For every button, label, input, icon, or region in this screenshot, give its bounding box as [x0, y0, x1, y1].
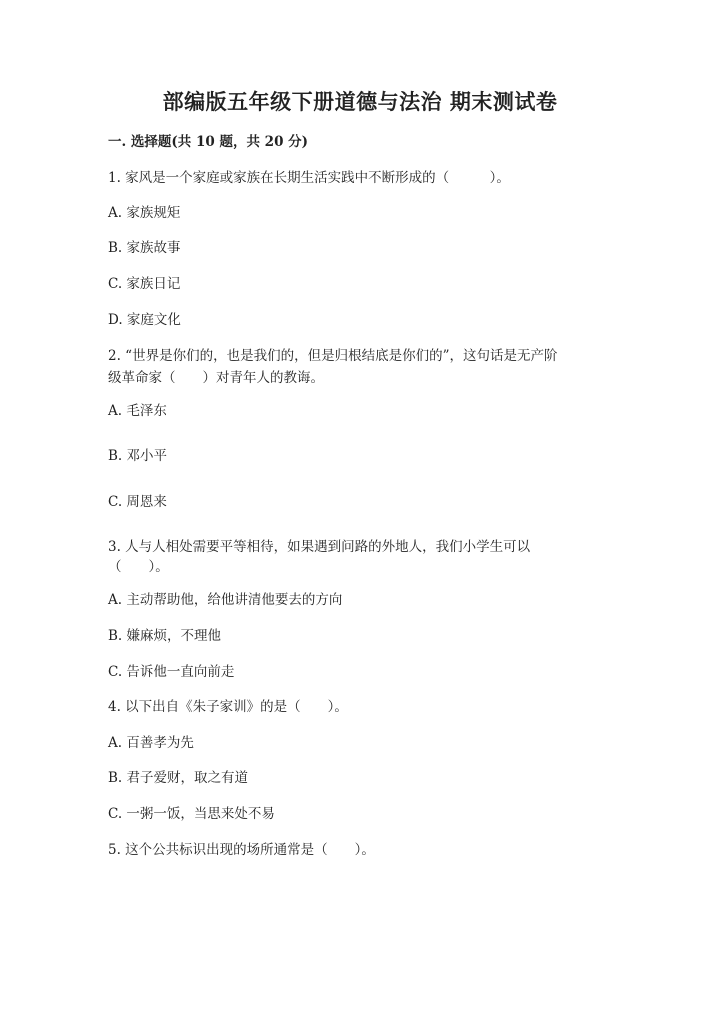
question-3-text-line-1: 3. 人与人相处需要平等相待，如果遇到问路的外地人，我们小学生可以 [108, 539, 531, 555]
question-1-text: 1. 家风是一个家庭或家族在长期生活实践中不断形成的（ ）。 [108, 170, 510, 186]
question-4-option-c: C. 一粥一饭，当思来处不易 [108, 806, 275, 822]
question-2-text-line-2: 级革命家（ ）对青年人的教诲。 [108, 370, 324, 386]
question-2-option-c: C. 周恩来 [108, 494, 167, 510]
question-2-option-a: A. 毛泽东 [108, 403, 167, 419]
question-1-option-d: D. 家庭文化 [108, 312, 181, 328]
question-4-option-a: A. 百善孝为先 [108, 735, 194, 751]
question-3-option-c: C. 告诉他一直向前走 [108, 664, 235, 680]
question-4-option-b: B. 君子爱财，取之有道 [108, 770, 249, 786]
question-4-text: 4. 以下出自《朱子家训》的是（ ）。 [108, 699, 348, 715]
question-5-text: 5. 这个公共标识出现的场所通常是（ ）。 [108, 842, 375, 858]
question-3-option-b: B. 嫌麻烦，不理他 [108, 628, 222, 644]
question-2-text-line-1: 2. “世界是你们的，也是我们的，但是归根结底是你们的”，这句话是无产阶 [108, 348, 558, 364]
question-2-option-b: B. 邓小平 [108, 448, 168, 464]
page-title: 部编版五年级下册道德与法治 期末测试卷 [162, 89, 558, 114]
question-3-text-line-2: （ ）。 [108, 559, 169, 575]
question-3-option-a: A. 主动帮助他，给他讲清他要去的方向 [108, 592, 343, 608]
question-1-option-c: C. 家族日记 [108, 276, 181, 292]
question-1-option-a: A. 家族规矩 [108, 205, 181, 221]
question-1-option-b: B. 家族故事 [108, 240, 181, 256]
section-heading: 一. 选择题(共 10 题，共 20 分) [108, 134, 309, 150]
